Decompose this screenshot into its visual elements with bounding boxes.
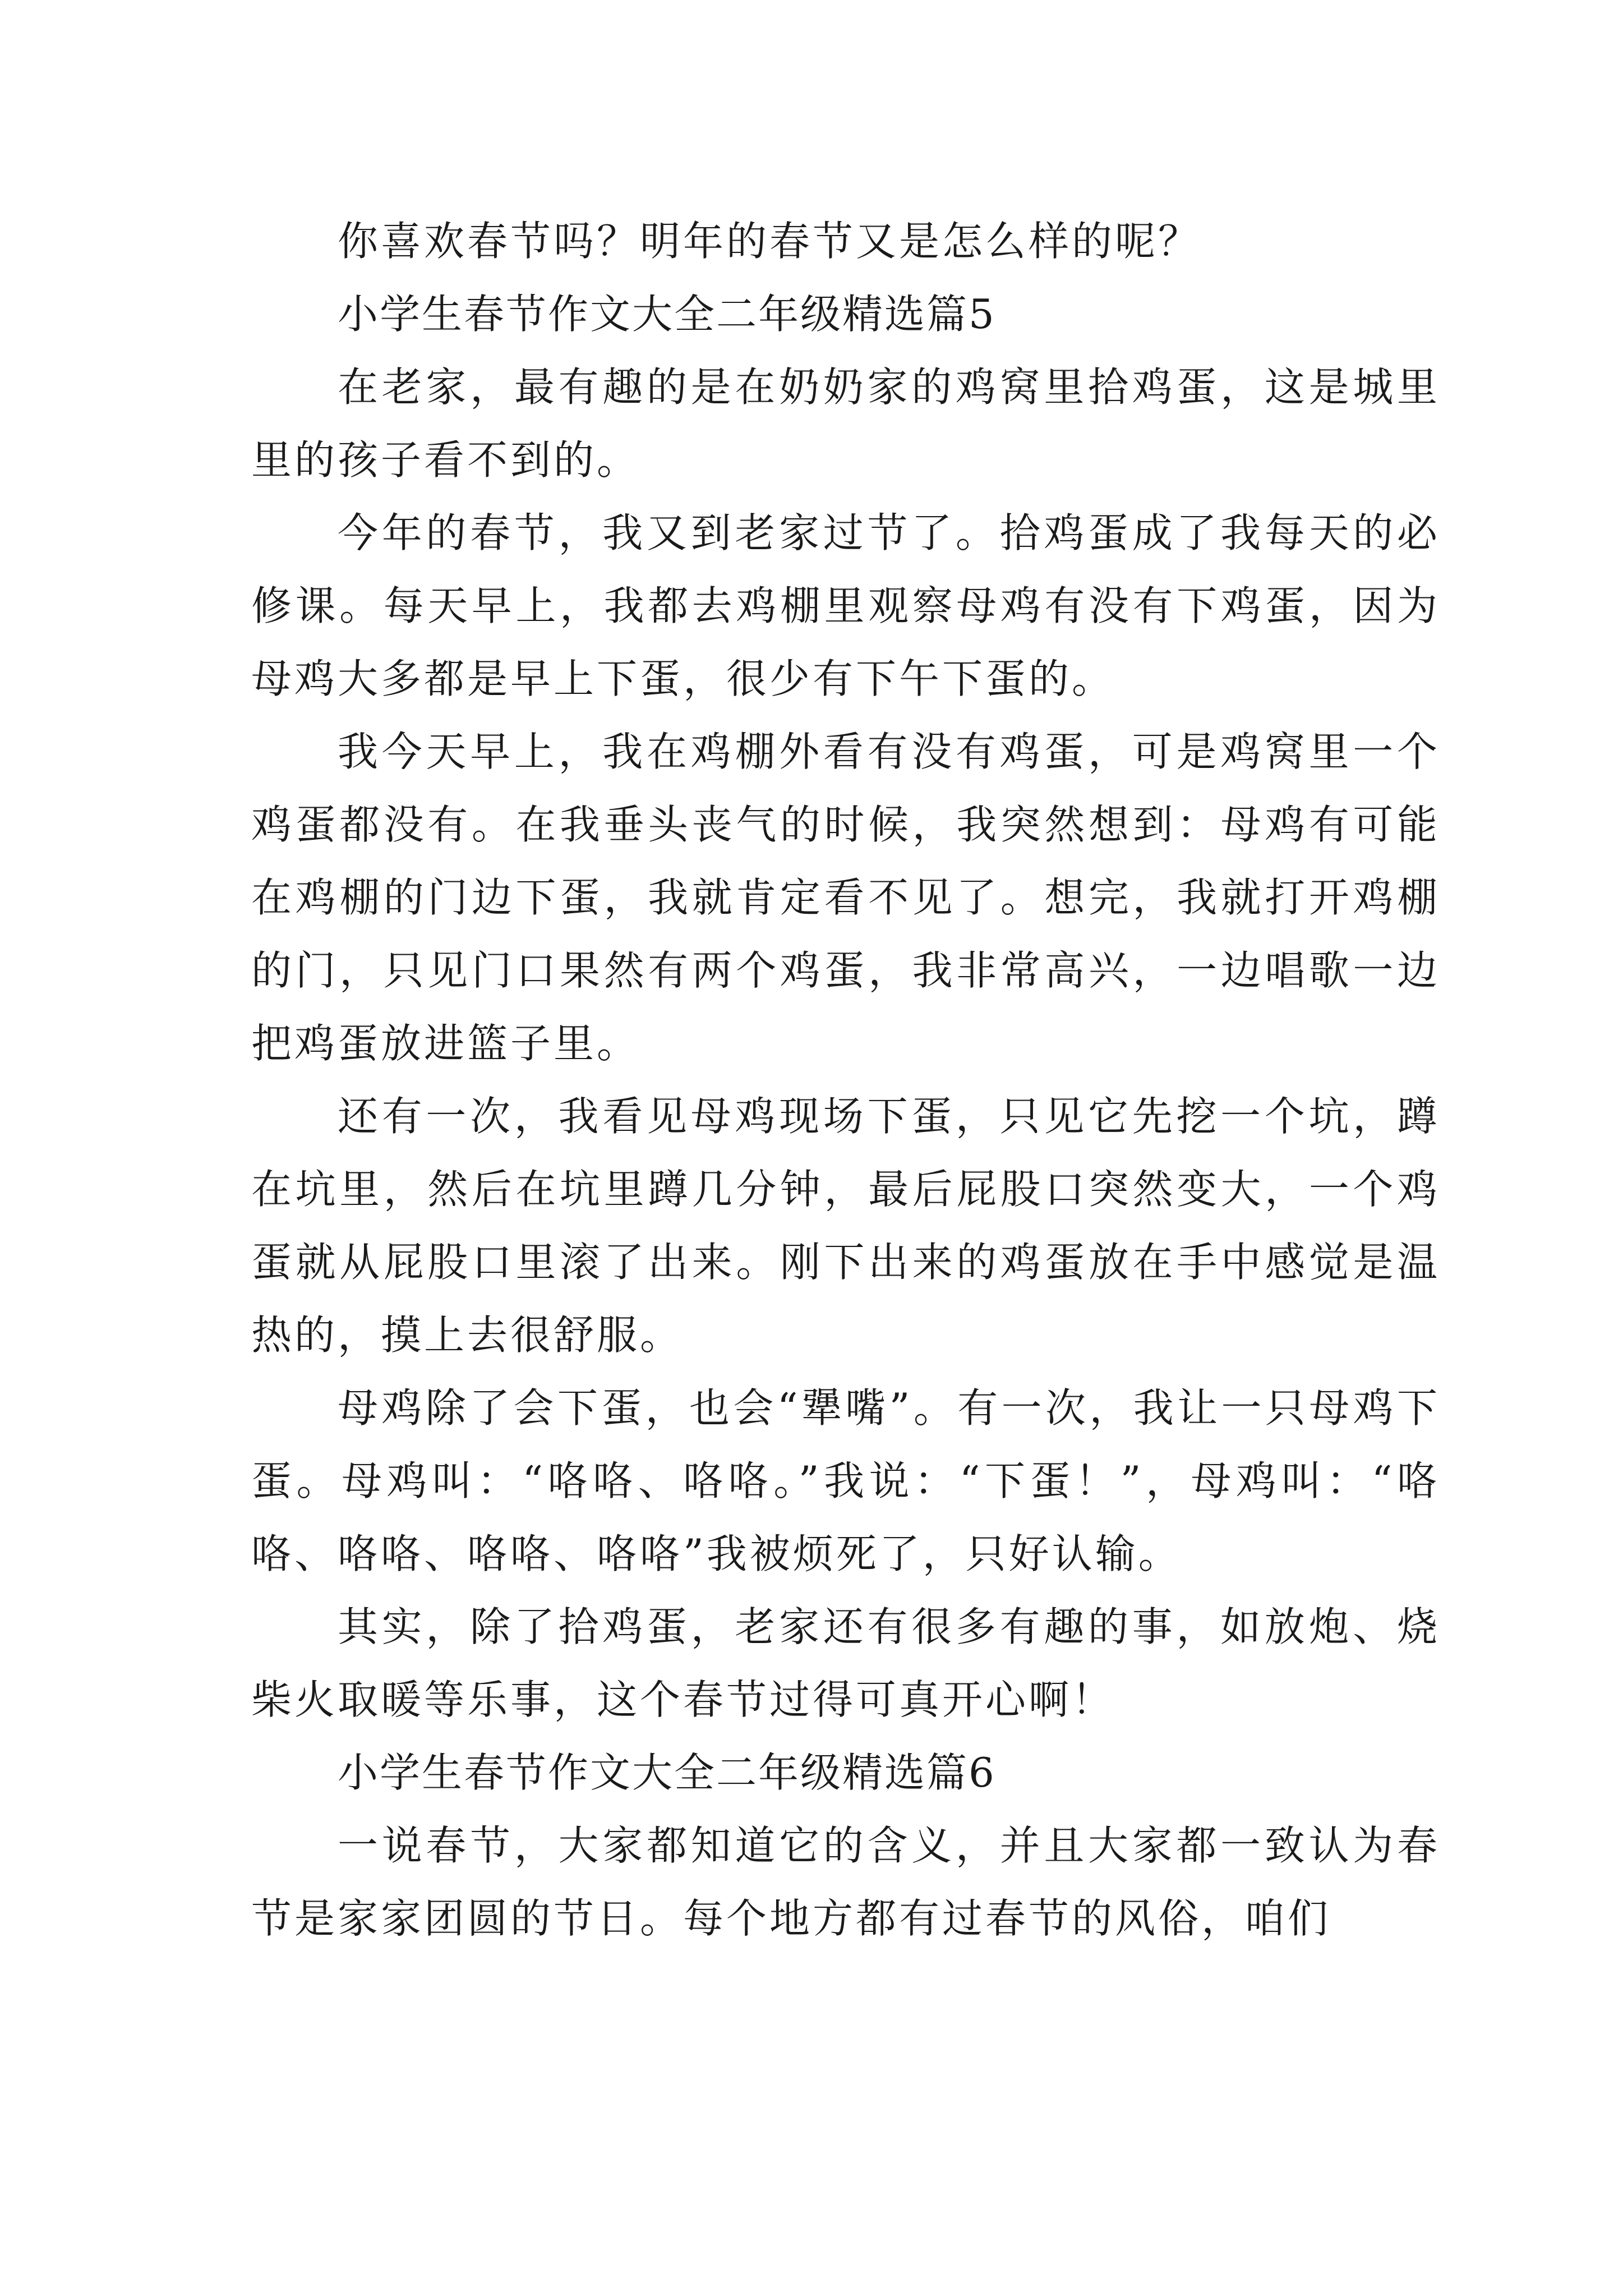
paragraph: 一说春节，大家都知道它的含义，并且大家都一致认为春节是家家团圆的节日。每个地方都有过春节的风俗，咱们: [251, 1822, 1440, 1942]
section-heading: 小学生春节作文大全二年级精选篇6: [338, 1749, 996, 1796]
paragraph: 还有一次，我看见母鸡现场下蛋，只见它先挖一个坑，蹲在坑里，然后在坑里蹲几分钟，最后屁股口突然变大，一个鸡蛋就从屁股口里滚了出来。刚下出来的鸡蛋放在手中感觉是温热的，摸上去很舒服。: [251, 1093, 1440, 1359]
paragraph: 在老家，最有趣的是在奶奶家的鸡窝里拾鸡蛋，这是城里里的孩子看不到的。: [251, 364, 1440, 484]
section-heading: 小学生春节作文大全二年级精选篇5: [338, 291, 996, 338]
paragraph: 你喜欢春节吗？明年的春节又是怎么样的呢？: [338, 218, 1202, 265]
paragraph: 我今天早上，我在鸡棚外看有没有鸡蛋，可是鸡窝里一个鸡蛋都没有。在我垂头丧气的时候，我突然想到：母鸡有可能在鸡棚的门边下蛋，我就肯定看不见了。想完，我就打开鸡棚的门，只见门口果然有两个鸡蛋，我非常高兴，一边唱歌一边把鸡蛋放进篮子里。: [251, 728, 1440, 1067]
document-body: [251, 205, 1440, 1955]
paragraph: 母鸡除了会下蛋，也会“犟嘴”。有一次，我让一只母鸡下蛋。母鸡叫：“咯咯、咯咯。”我说：“下蛋！”，母鸡叫：“咯咯、咯咯、咯咯、咯咯”我被烦死了，只好认输。: [251, 1384, 1440, 1577]
paragraph: 今年的春节，我又到老家过节了。拾鸡蛋成了我每天的必修课。每天早上，我都去鸡棚里观察母鸡有没有下鸡蛋，因为母鸡大多都是早上下蛋，很少有下午下蛋的。: [251, 509, 1440, 702]
paragraph: 其实，除了拾鸡蛋，老家还有很多有趣的事，如放炮、烧柴火取暖等乐事，这个春节过得可真开心啊！: [251, 1603, 1440, 1723]
